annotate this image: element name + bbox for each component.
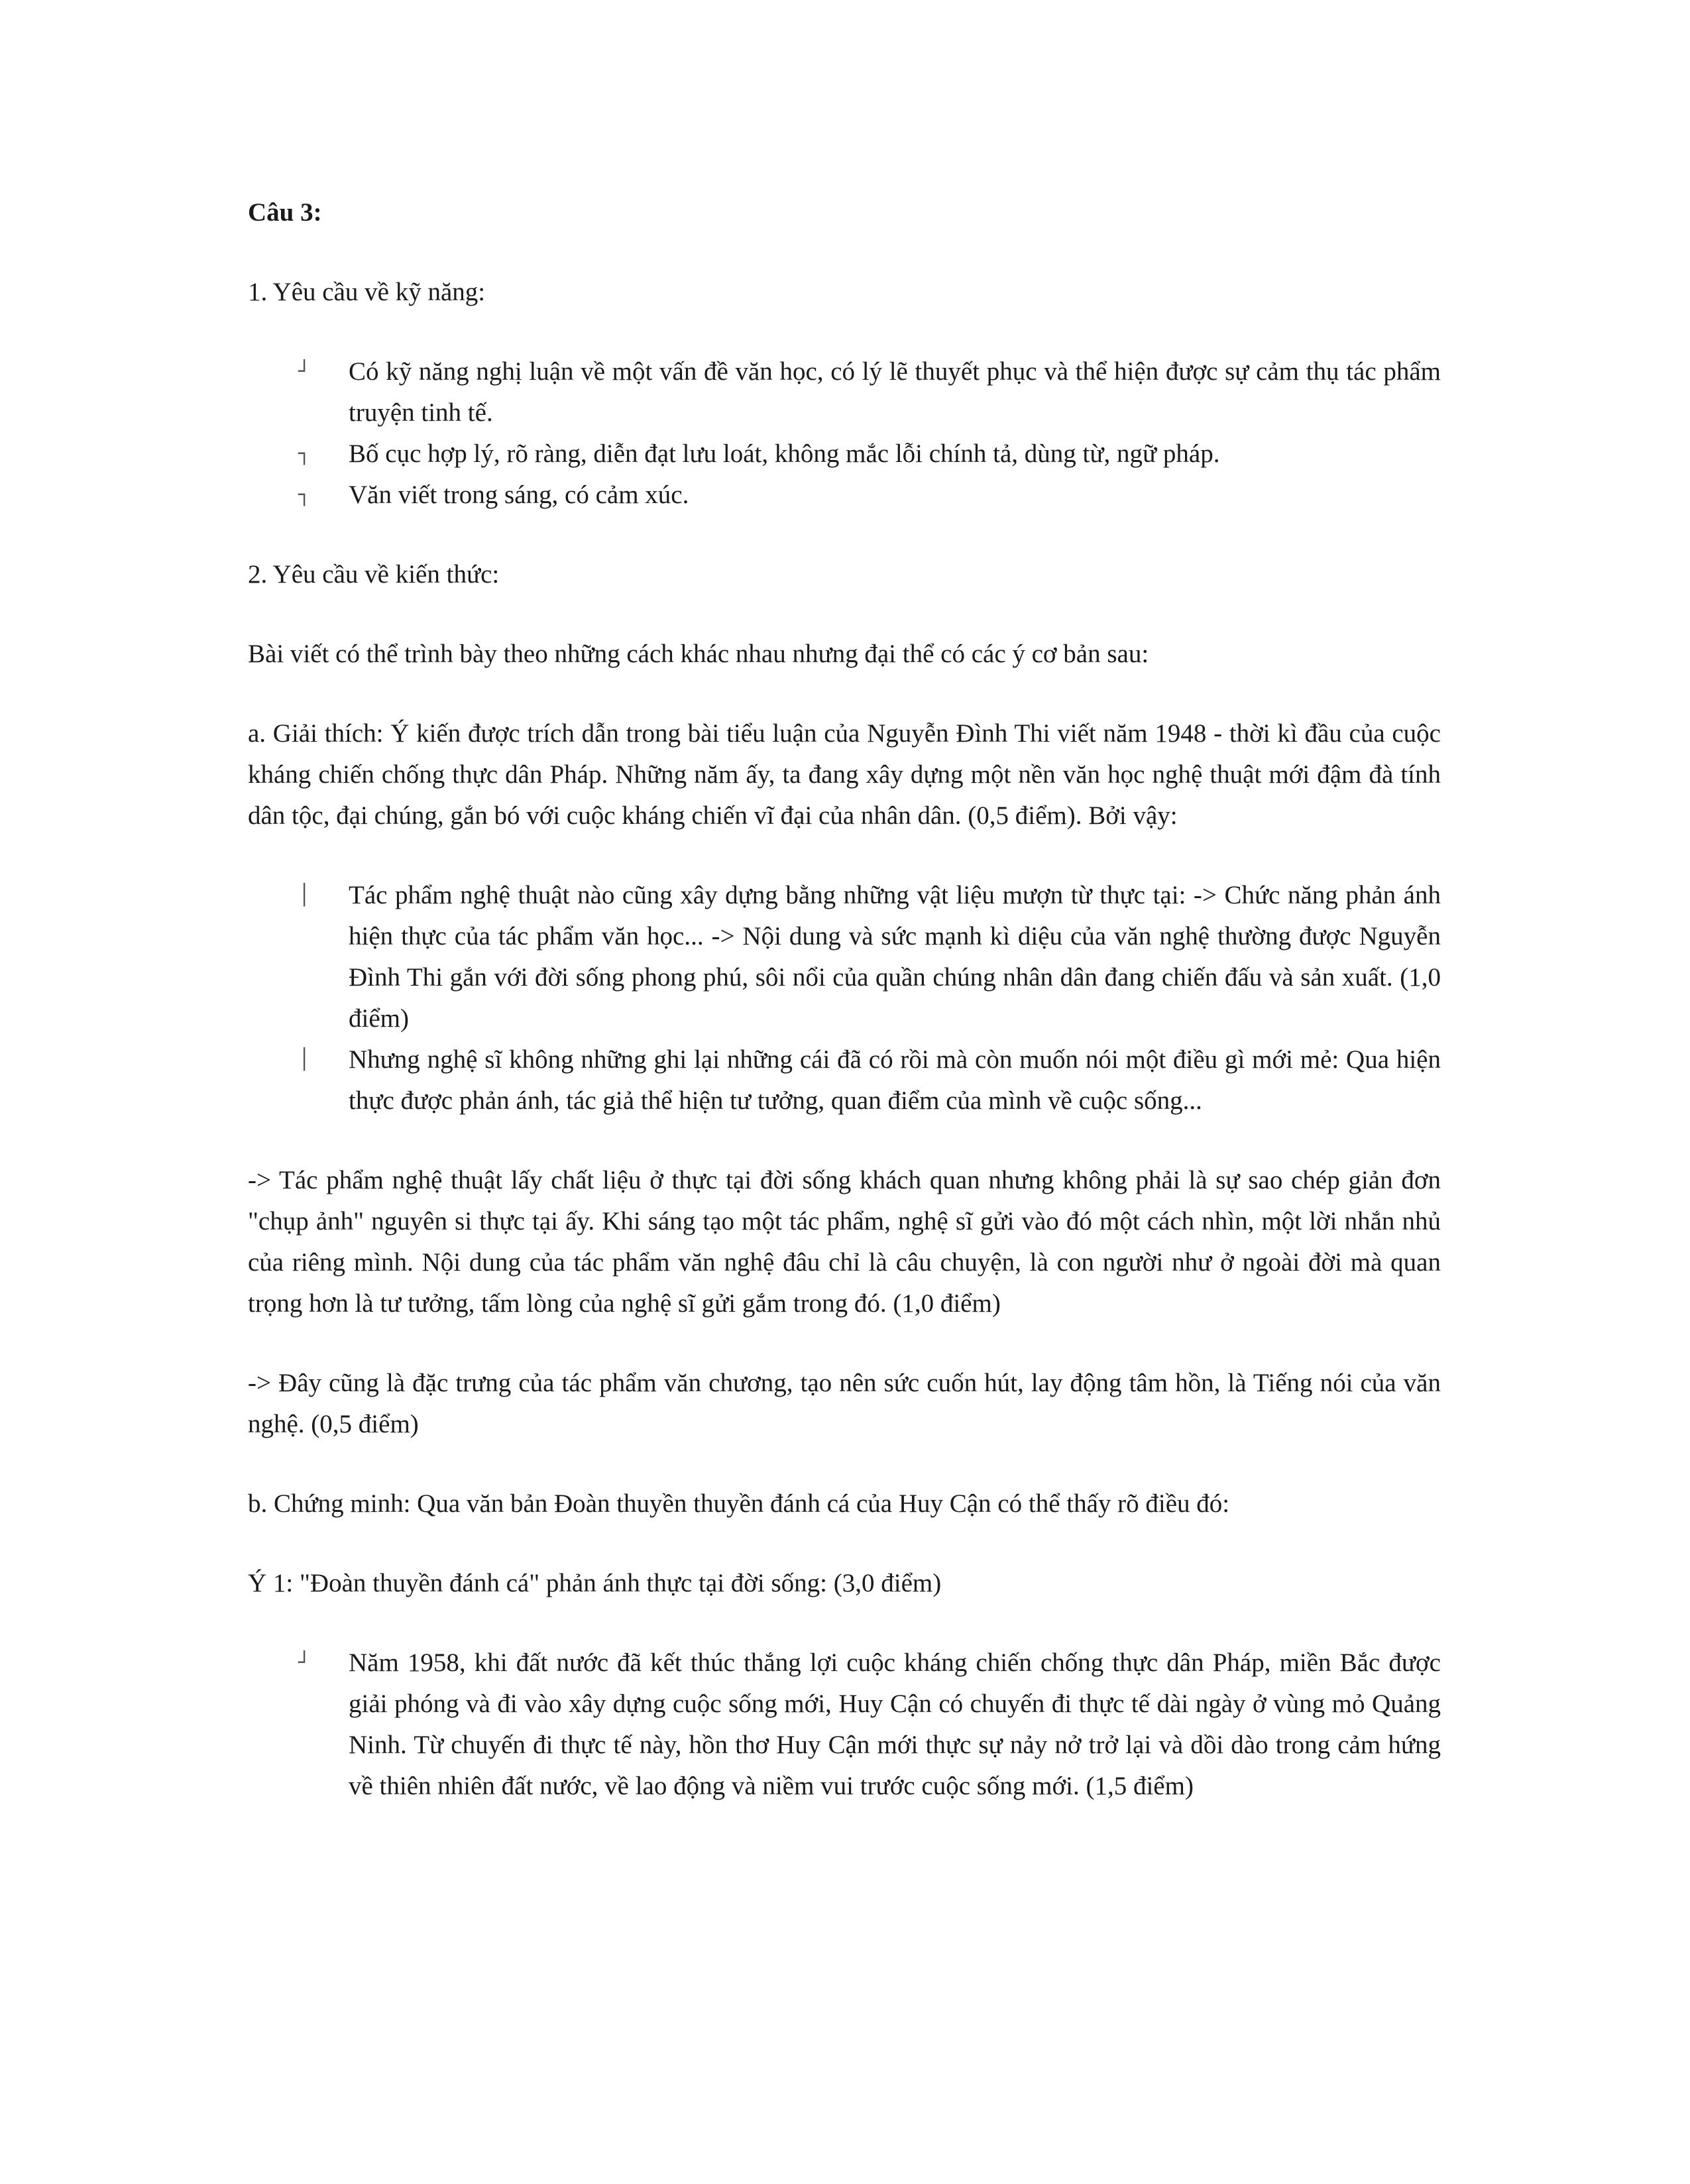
document-page <box>248 192 1441 1845</box>
list-item-text: Tác phẩm nghệ thuật nào cũng xây dựng bằng những vật liệu mượn từ thực tại: -> Chức năng phản ánh hiện thực của tác phẩm văn học... -> Nội dung và sức mạnh kì diệu của văn nghệ thường được Nguyễn Đình Thi gắn với đời sống phong phú, sôi nổi của quần chúng nhân dân đang chiến đấu và sản xuất. (1,0 điểm) <box>349 881 1441 1033</box>
arrow-paragraph-1: -> Tác phẩm nghệ thuật lấy chất liệu ở thực tại đời sống khách quan nhưng không phải là sự sao chép giản đơn "chụp ảnh" nguyên si thực tại ấy. Khi sáng tạo một tác phẩm, nghệ sĩ gửi vào đó một cách nhìn, một lời nhắn nhủ của riêng mình. Nội dung của tác phẩm văn nghệ đâu chỉ là câu chuyện, là con người như ở ngoài đời mà quan trọng hơn là tư tưởng, tấm lòng của nghệ sĩ gửi gắm trong đó. (1,0 điểm) <box>248 1166 1441 1318</box>
section2-title: 2. Yêu cầu về kiến thức: <box>248 560 500 589</box>
list-item-text: Có kỹ năng nghị luận về một vấn đề văn học, có lý lẽ thuyết phục và thể hiện được sự cảm thụ tác phẩm truyện tinh tế. <box>349 357 1441 427</box>
list-item <box>298 1642 1441 1807</box>
part-b-proof: b. Chứng minh: Qua văn bản Đoàn thuyền thuyền đánh cá của Huy Cận có thể thấy rõ điều đó: <box>248 1489 1230 1518</box>
section1-title: 1. Yêu cầu về kỹ năng: <box>248 278 486 306</box>
question-heading: Câu 3: <box>248 198 322 227</box>
list-item <box>298 475 1441 516</box>
bullet-glyph-icon: │ <box>298 1048 311 1071</box>
list-item-text: Văn viết trong sáng, có cảm xúc. <box>349 481 689 509</box>
part-a-list <box>248 875 1441 1121</box>
bullet-glyph-icon: ┐ <box>298 442 311 465</box>
list-item <box>298 1039 1441 1121</box>
skill-requirements-list <box>248 351 1441 516</box>
idea-1-list <box>248 1642 1441 1807</box>
list-item-text: Năm 1958, khi đất nước đã kết thúc thắng lợi cuộc kháng chiến chống thực dân Pháp, miền Bắc được giải phóng và đi vào xây dựng cuộc sống mới, Huy Cận có chuyến đi thực tế dài ngày ở vùng mỏ Quảng Ninh. Từ chuyến đi thực tế này, hồn thơ Huy Cận mới thực sự nảy nở trở lại và dồi dào trong cảm hứng về thiên nhiên đất nước, về lao động và niềm vui trước cuộc sống mới. (1,5 điểm) <box>349 1648 1441 1800</box>
bullet-glyph-icon: ┘ <box>298 360 311 383</box>
list-item-text: Nhưng nghệ sĩ không những ghi lại những cái đã có rồi mà còn muốn nói một điều gì mới mẻ: Qua hiện thực được phản ánh, tác giả thể hiện tư tưởng, quan điểm của mình về cuộc sống... <box>349 1045 1441 1115</box>
bullet-glyph-icon: │ <box>298 884 311 907</box>
bullet-glyph-icon: ┘ <box>298 1651 311 1674</box>
list-item-text: Bố cục hợp lý, rõ ràng, diễn đạt lưu loát, không mắc lỗi chính tả, dùng từ, ngữ pháp. <box>349 439 1220 468</box>
idea-1-heading: Ý 1: "Đoàn thuyền đánh cá" phản ánh thực tại đời sống: (3,0 điểm) <box>248 1569 942 1597</box>
bullet-glyph-icon: ┐ <box>298 483 311 506</box>
list-item <box>298 433 1441 475</box>
list-item <box>298 875 1441 1039</box>
arrow-paragraph-2: -> Đây cũng là đặc trưng của tác phẩm văn chương, tạo nên sức cuốn hút, lay động tâm hồn, là Tiếng nói của văn nghệ. (0,5 điểm) <box>248 1369 1441 1438</box>
list-item <box>298 351 1441 433</box>
part-a-explanation: a. Giải thích: Ý kiến được trích dẫn trong bài tiểu luận của Nguyễn Đình Thi viết năm 1948 - thời kì đầu của cuộc kháng chiến chống thực dân Pháp. Những năm ấy, ta đang xây dựng một nền văn học nghệ thuật mới đậm đà tính dân tộc, đại chúng, gắn bó với cuộc kháng chiến vĩ đại của nhân dân. (0,5 điểm). Bởi vậy: <box>248 719 1441 830</box>
section2-intro: Bài viết có thể trình bày theo những cách khác nhau nhưng đại thể có các ý cơ bản sau: <box>248 640 1149 668</box>
